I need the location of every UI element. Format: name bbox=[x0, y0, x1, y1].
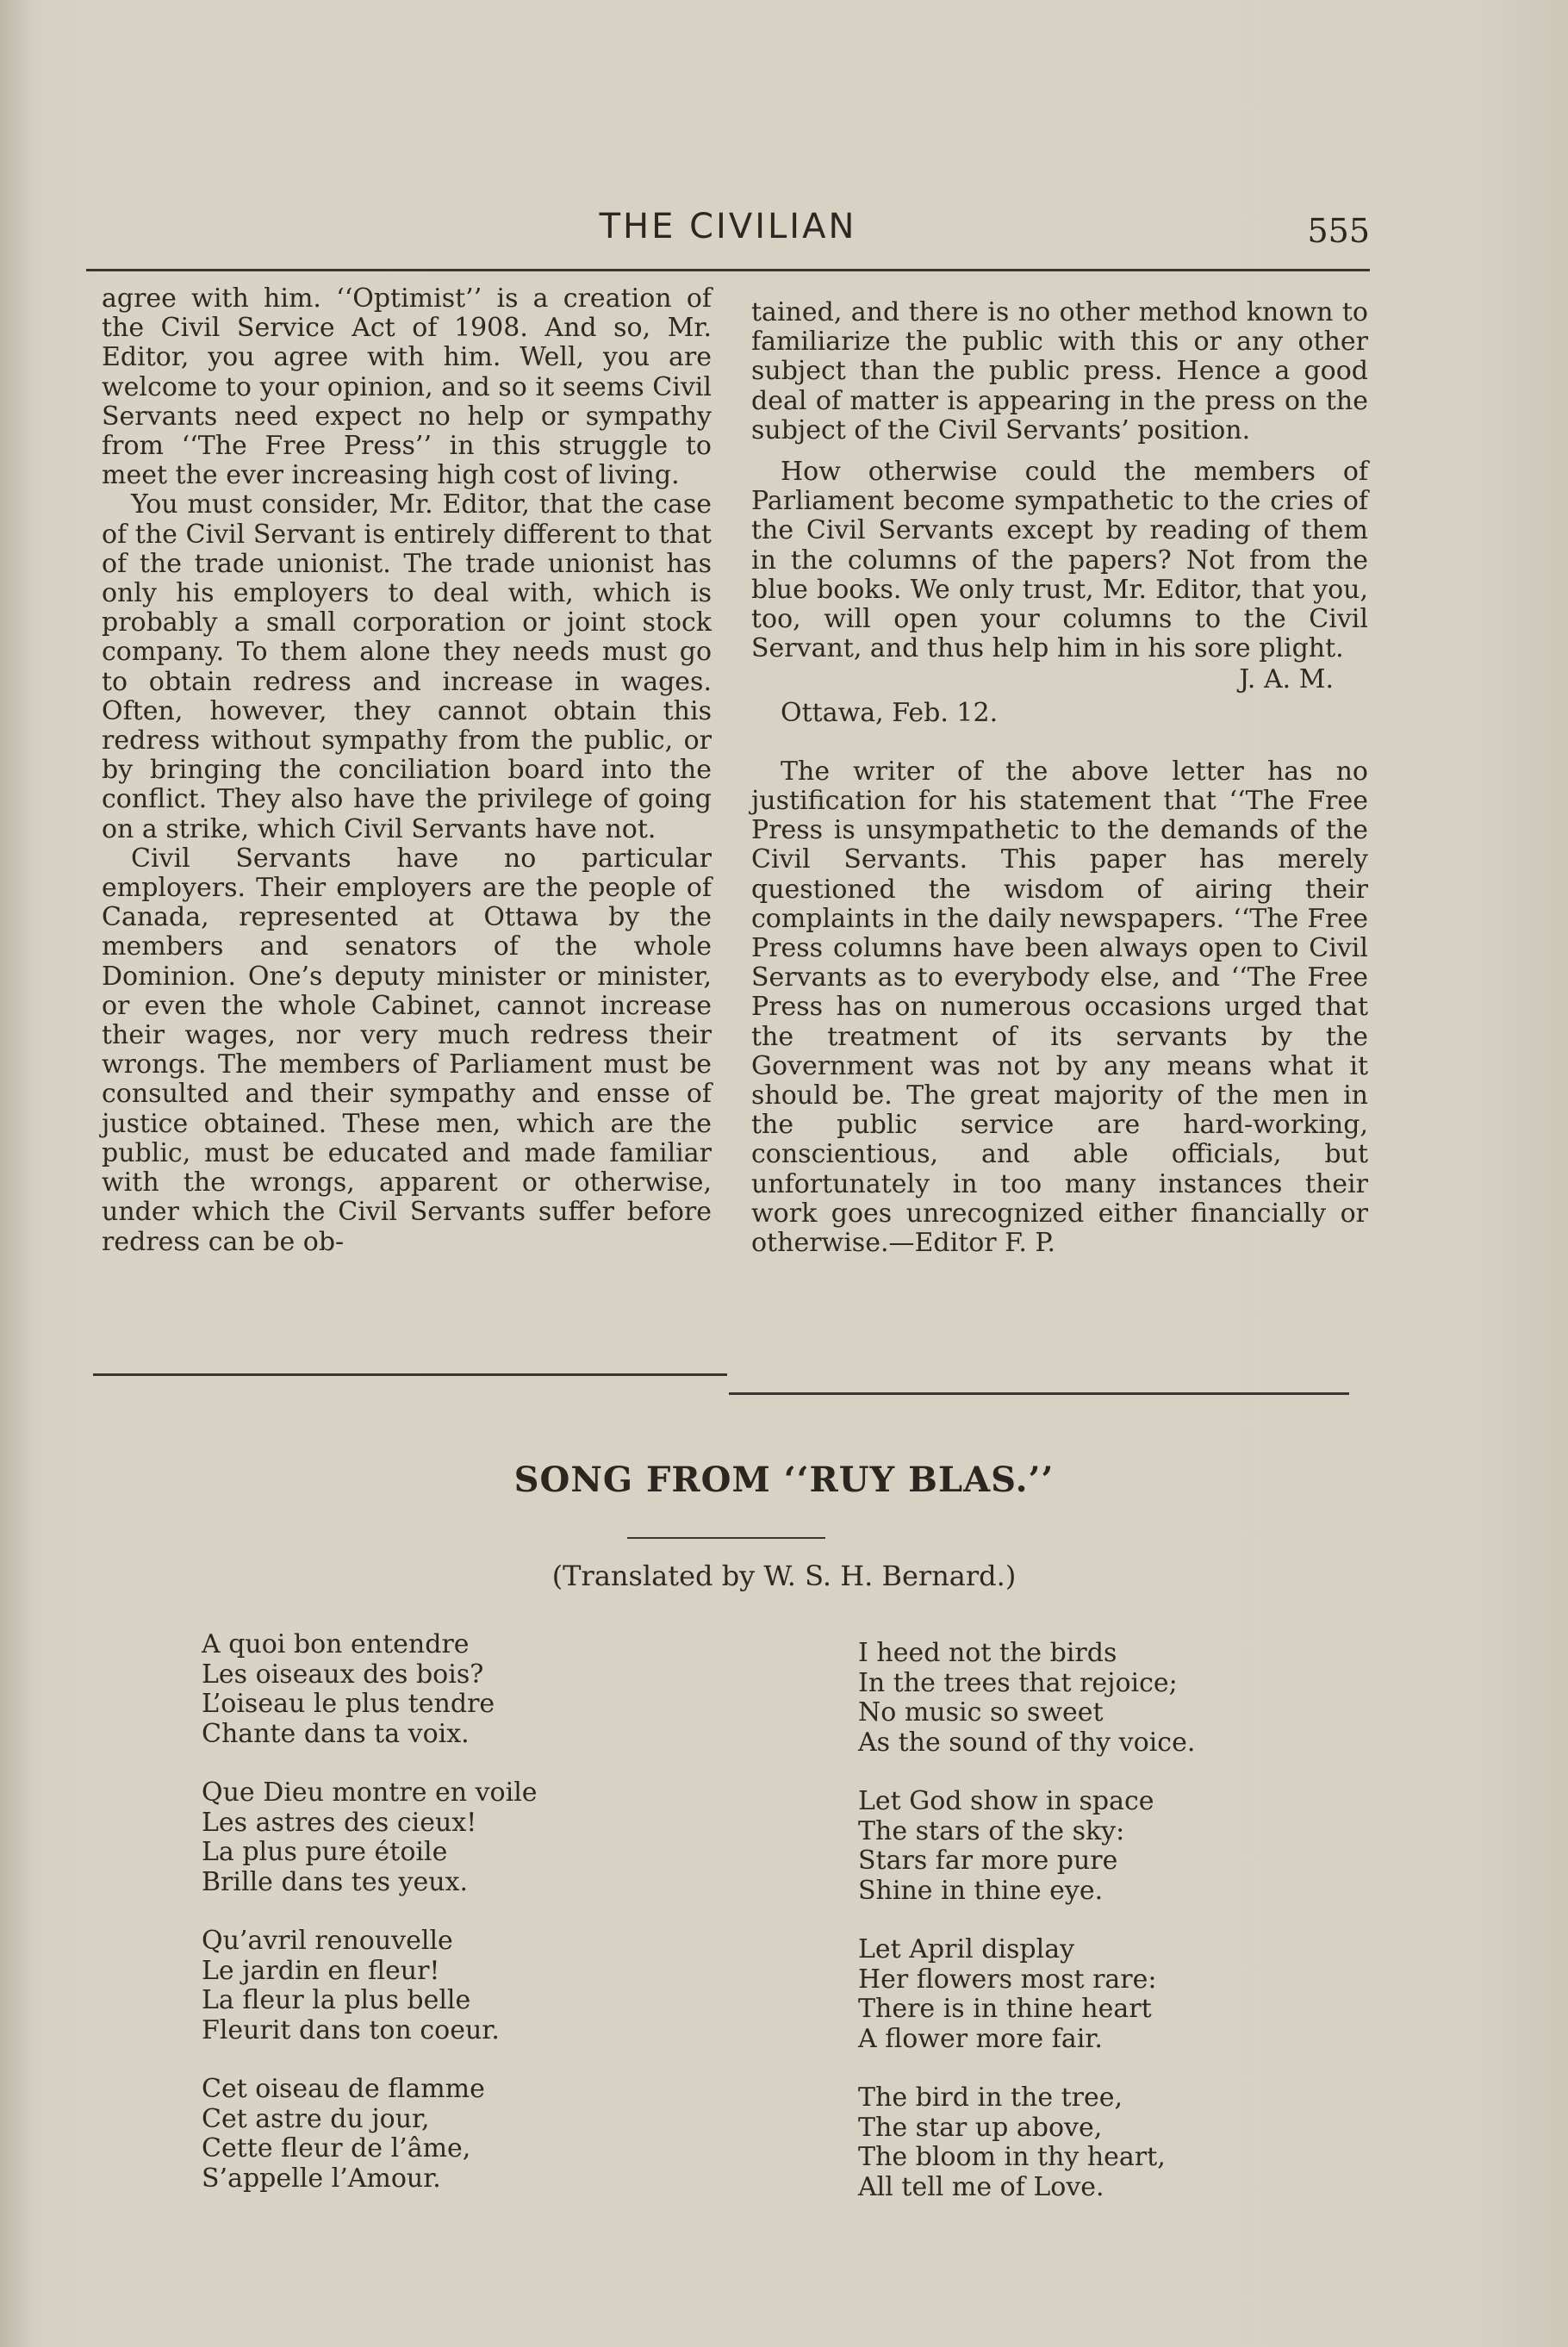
verse-line: The bloom in thy heart, bbox=[858, 2142, 1166, 2172]
verse-line: L’oiseau le plus tendre bbox=[202, 1689, 495, 1719]
verse-line: A quoi bon entendre bbox=[202, 1629, 470, 1659]
right-paragraph-2: How otherwise could the members of Parliament become sympathetic to the cries of the Civil Servants except by reading of them in the columns of the papers? Not from the blue books. We only trust, Mr. Editor, that you, too, will open your columns to the Civil Servant, and thus help him in his sore plight. bbox=[751, 457, 1368, 664]
french-stanza bbox=[202, 1927, 684, 2045]
french-stanza bbox=[202, 1630, 684, 1749]
section-rule-right bbox=[729, 1392, 1349, 1395]
header-rule bbox=[86, 269, 1370, 271]
verse-line: La fleur la plus belle bbox=[202, 1985, 471, 2015]
verse-line: The stars of the sky: bbox=[858, 1815, 1125, 1846]
page-header bbox=[86, 207, 1370, 258]
page-number: 555 bbox=[1307, 212, 1370, 250]
title-rule bbox=[627, 1537, 825, 1539]
verse-line: There is in thine heart bbox=[858, 1994, 1152, 2024]
left-paragraph-3: Civil Servants have no particular employers. Their employers are the people of Canada, represented at Ottawa by the members and senators of the whole Dominion. One’s deputy minister or minister, or even the whole Cabinet, cannot increase their wages, nor very much redress their wrongs. The members of Parliament must be consulted and their sympathy and ensse of justice obtained. These men, which are the public, must be educated and made familiar with the wrongs, apparent or otherwise, under which the Civil Servants suffer before redress can be ob- bbox=[102, 843, 712, 1257]
verse-line: All tell me of Love. bbox=[858, 2171, 1104, 2202]
verse-line: Let God show in space bbox=[858, 1786, 1154, 1816]
song-subtitle: (Translated by W. S. H. Bernard.) bbox=[551, 1559, 1017, 1592]
verse-line: Qu’avril renouvelle bbox=[202, 1926, 453, 1956]
verse-line: I heed not the birds bbox=[858, 1638, 1117, 1668]
english-stanza bbox=[858, 1935, 1341, 2054]
verse-line: Cette fleur de l’âme, bbox=[202, 2133, 471, 2163]
editor-note: The writer of the above letter has no justification for his statement that ‘‘The Free Press is unsympathetic to the demands of the Civil Servants. This paper has merely questioned the wisdom of airing their complaints in the daily newspapers. ‘‘The Free Press columns have been always open to Civil Servants as to everybody else, and ‘‘The Free Press has on numerous occasions urged that the treatment of its servants by the Government was not by any means what it should be. The great majority of the men in the public service are hard-working, conscientious, and able officials, but unfortunately in too many instances their work goes unrecognized either financially or otherwise.—Editor F. P. bbox=[751, 756, 1368, 1259]
verse-line: La plus pure étoile bbox=[202, 1837, 448, 1867]
letter-dateline: Ottawa, Feb. 12. bbox=[781, 697, 999, 728]
verse-line: The star up above, bbox=[858, 2112, 1103, 2143]
left-column bbox=[102, 284, 712, 1257]
verse-line: Chante dans ta voix. bbox=[202, 1718, 470, 1749]
french-verses bbox=[202, 1630, 684, 2223]
right-paragraph-1: tained, and there is no other method known to familiarize the public with this or any other subject than the public press. Hence a good deal of matter is appearing in the press on the subject of the Civil Servants’ position. bbox=[751, 297, 1368, 445]
verse-line: Shine in thine eye. bbox=[858, 1875, 1104, 1906]
verse-line: Cet oiseau de flamme bbox=[202, 2074, 485, 2104]
verse-line: As the sound of thy voice. bbox=[858, 1727, 1196, 1758]
verse-line: Brille dans tes yeux. bbox=[202, 1866, 469, 1897]
verse-line: Les oiseaux des bois? bbox=[202, 1659, 484, 1690]
english-verses bbox=[858, 1639, 1341, 2232]
verse-line: The bird in the tree, bbox=[858, 2082, 1123, 2113]
left-paragraph-1: agree with him. ‘‘Optimist’’ is a creation of the Civil Service Act of 1908. And so, Mr. Editor, you agree with him. Well, you are welcome to your opinion, and so it seems Civil Servants need expect no help or sympathy from ‘‘The Free Press’’ in this struggle to meet the ever increasing high cost of living. bbox=[102, 283, 712, 491]
verse-line: S’appelle l’Amour. bbox=[202, 2163, 441, 2194]
verse-line: Cet astre du jour, bbox=[202, 2103, 430, 2134]
verse-line: Le jardin en fleur! bbox=[202, 1955, 440, 1986]
verse-line: Les astres des cieux! bbox=[202, 1807, 477, 1838]
letter-signature: J. A. M. bbox=[1239, 664, 1334, 695]
verse-line: Stars far more pure bbox=[858, 1846, 1118, 1876]
verse-line: Que Dieu montre en voile bbox=[202, 1777, 538, 1808]
french-stanza bbox=[202, 1778, 684, 1897]
song-title: SONG FROM ‘‘RUY BLAS.’’ bbox=[513, 1460, 1055, 1500]
left-paragraph-2: You must consider, Mr. Editor, that the case of the Civil Servant is entirely different to that of the trade unionist. The trade unionist has only his employers to deal with, which is probably a small corporation or joint stock company. To them alone they needs must go to obtain redress and increase in wages. Often, however, they cannot obtain this redress without sympathy from the public, or by bringing the conciliation board into the conflict. They also have the privilege of going on a strike, which Civil Servants have not. bbox=[102, 489, 712, 844]
english-stanza bbox=[858, 1639, 1341, 1758]
verse-line: Let April display bbox=[858, 1934, 1075, 1964]
english-stanza bbox=[858, 2083, 1341, 2202]
english-stanza bbox=[858, 1787, 1341, 1906]
running-title: THE CIVILIAN bbox=[599, 207, 857, 246]
right-column bbox=[751, 298, 1368, 1258]
verse-line: In the trees that rejoice; bbox=[858, 1667, 1178, 1698]
verse-line: Her flowers most rare: bbox=[858, 1964, 1157, 1995]
french-stanza bbox=[202, 2075, 684, 2194]
verse-line: No music so sweet bbox=[858, 1697, 1104, 1728]
verse-line: A flower more fair. bbox=[858, 2023, 1103, 2054]
verse-line: Fleurit dans ton coeur. bbox=[202, 2014, 500, 2045]
section-rule-left bbox=[93, 1373, 727, 1376]
